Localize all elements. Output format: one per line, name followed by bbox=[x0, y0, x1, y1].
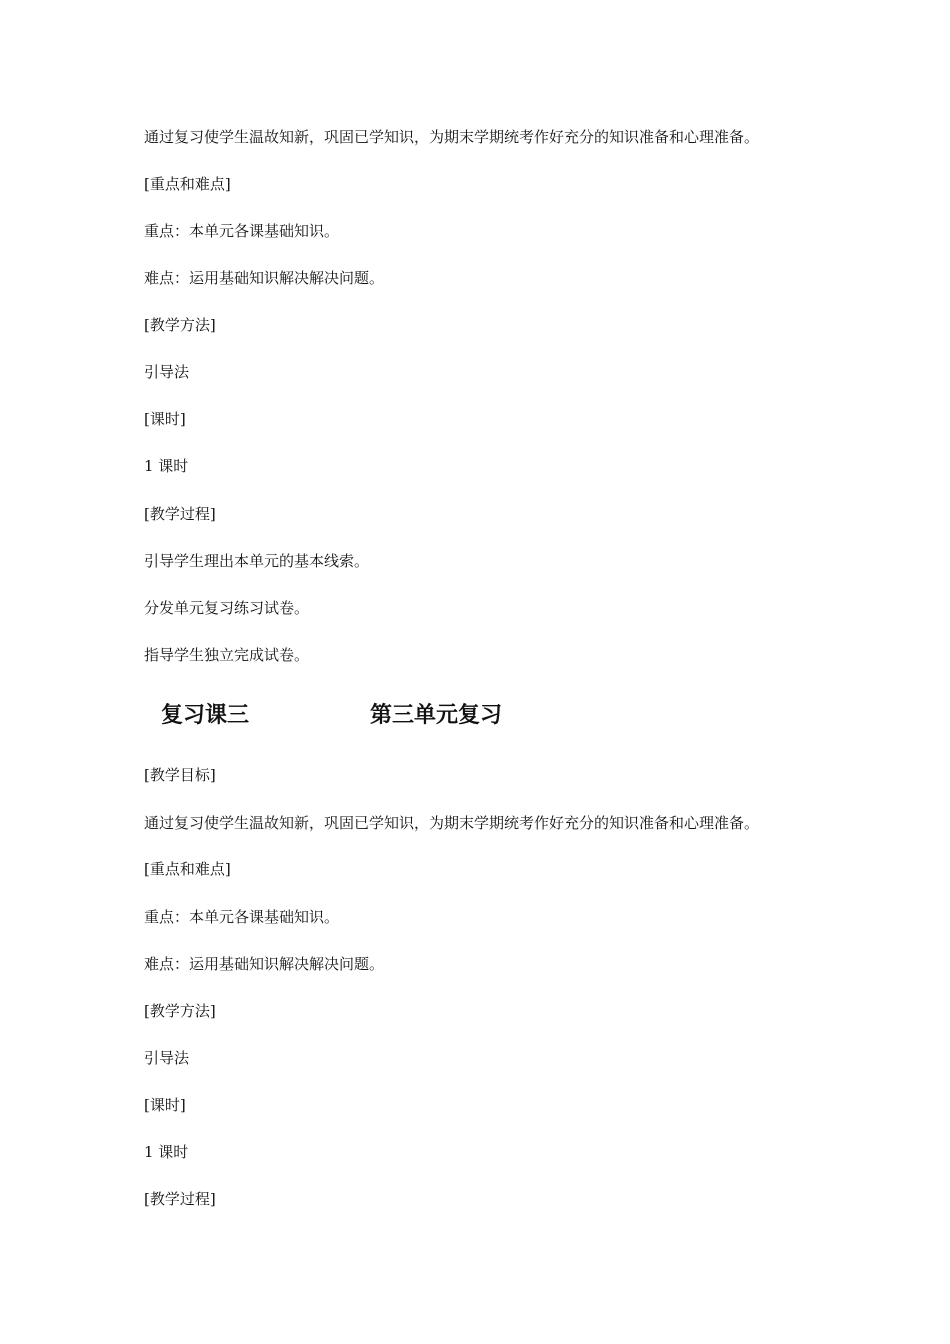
teaching-goal-text: 通过复习使学生温故知新，巩固已学知识，为期末学期统考作好充分的知识准备和心理准备。 bbox=[144, 128, 760, 146]
process-step: 分发单元复习练习试卷。 bbox=[144, 599, 310, 617]
teaching-method: 引导法 bbox=[144, 363, 190, 381]
teaching-method-heading: [教学方法] bbox=[144, 1002, 216, 1020]
key-difficult-heading: [重点和难点] bbox=[144, 860, 231, 878]
difficult-point: 难点：运用基础知识解决解决问题。 bbox=[144, 955, 385, 973]
process-step: 引导学生理出本单元的基本线索。 bbox=[144, 552, 370, 570]
class-hours-heading: [课时] bbox=[144, 410, 186, 428]
difficult-point: 难点：运用基础知识解决解决问题。 bbox=[144, 269, 385, 287]
key-point: 重点：本单元各课基础知识。 bbox=[144, 222, 340, 240]
teaching-goal-text: 通过复习使学生温故知新，巩固已学知识，为期末学期统考作好充分的知识准备和心理准备。 bbox=[144, 814, 760, 832]
key-point: 重点：本单元各课基础知识。 bbox=[144, 908, 340, 926]
lesson-title: 复习课三 bbox=[161, 703, 250, 728]
class-hours: 1 课时 bbox=[144, 457, 189, 475]
teaching-method: 引导法 bbox=[144, 1049, 190, 1067]
teaching-goal-heading: [教学目标] bbox=[144, 766, 216, 784]
key-difficult-heading: [重点和难点] bbox=[144, 175, 231, 193]
teaching-method-heading: [教学方法] bbox=[144, 316, 216, 334]
unit-title: 第三单元复习 bbox=[370, 703, 503, 728]
teaching-process-heading: [教学过程] bbox=[144, 505, 216, 523]
process-step: 指导学生独立完成试卷。 bbox=[144, 646, 310, 664]
class-hours: 1 课时 bbox=[144, 1143, 189, 1161]
class-hours-heading: [课时] bbox=[144, 1096, 186, 1114]
teaching-process-heading: [教学过程] bbox=[144, 1190, 216, 1208]
